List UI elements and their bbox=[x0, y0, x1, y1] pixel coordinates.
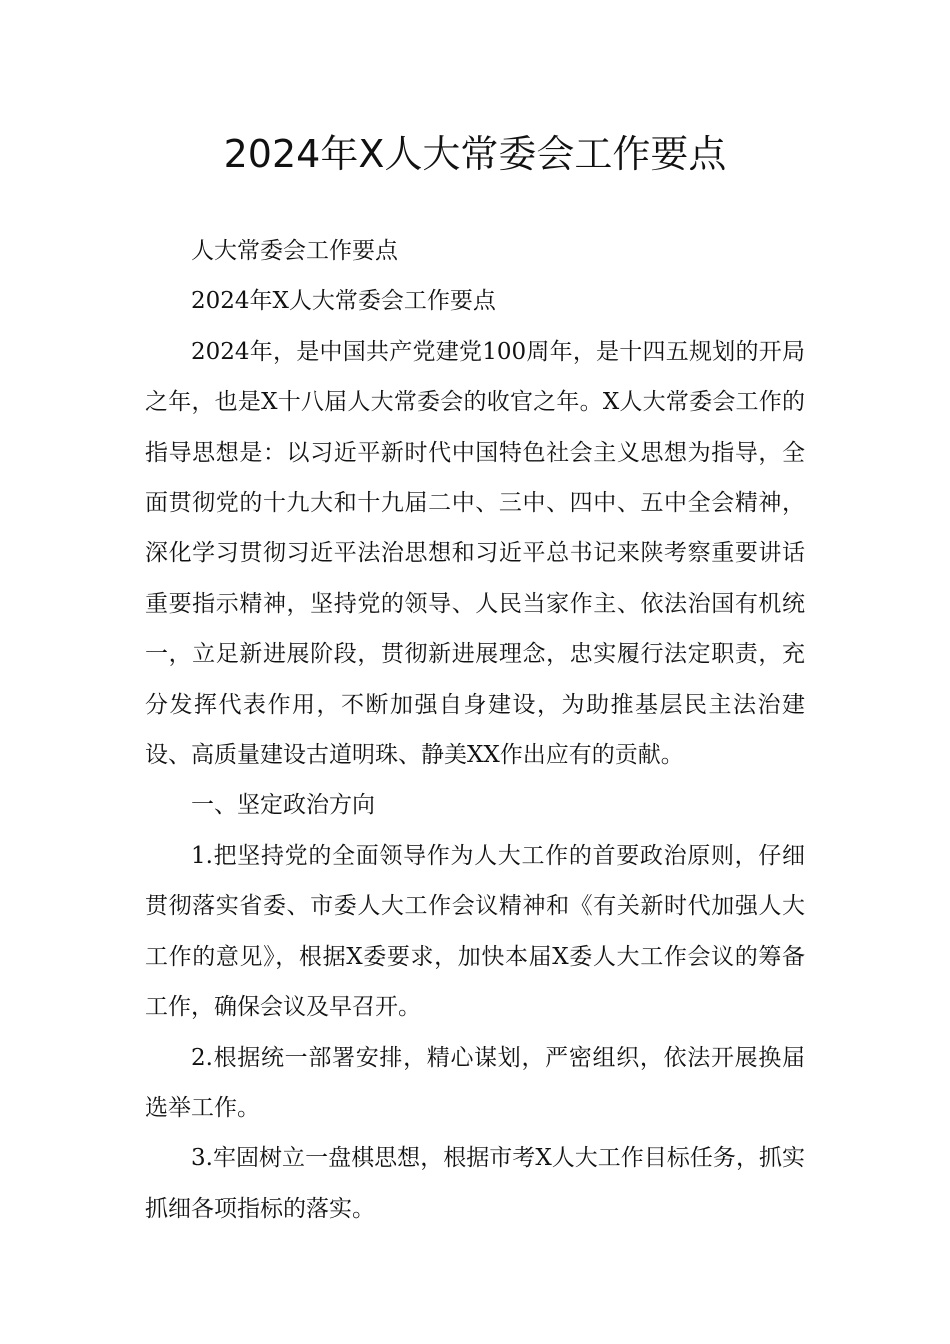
paragraph-repeated-title: 2024年X人大常委会工作要点 bbox=[191, 288, 496, 315]
paragraph-guiding-thought: 2024年，是中国共产党建党100周年，是十四五规划的开局之年，也是X十八届人大常委会的收官之年。X人大常委会工作的指导思想是：以习近平新时代中国特色社会主义思想为指导，全面贯彻党的十九大和十九届二中、三中、四中、五中全会精神，深化学习贯彻习近平法治思想和习近平总书记来陕考察重要讲话重要指示精神，坚持党的领导、人民当家作主、依法治国有机统一，立足新进展阶段，贯彻新进展理念，忠实履行法定职责，充分发挥代表作用，不断加强自身建设，为助推基层民主法治建设、高质量建设古道明珠、静美XX作出应有的贡献。 bbox=[145, 338, 805, 769]
list-item-3: 3.牢固树立一盘棋思想，根据市考X人大工作目标任务，抓实抓细各项指标的落实。 bbox=[145, 1145, 805, 1222]
document-title: 2024年X人大常委会工作要点 bbox=[223, 132, 727, 176]
section-heading-political-direction: 一、坚定政治方向 bbox=[191, 792, 375, 819]
list-item-1: 1.把坚持党的全面领导作为人大工作的首要政治原则，仔细贯彻落实省委、市委人大工作会议精神和《有关新时代加强人大工作的意见》，根据X委要求，加快本届X委人大工作会议的筹备工作，确保会议及早召开。 bbox=[145, 842, 805, 1021]
paragraph-subheading: 人大常委会工作要点 bbox=[191, 238, 398, 264]
list-item-2: 2.根据统一部署安排，精心谋划，严密组织，依法开展换届选举工作。 bbox=[145, 1044, 805, 1121]
document-body bbox=[145, 226, 805, 1234]
